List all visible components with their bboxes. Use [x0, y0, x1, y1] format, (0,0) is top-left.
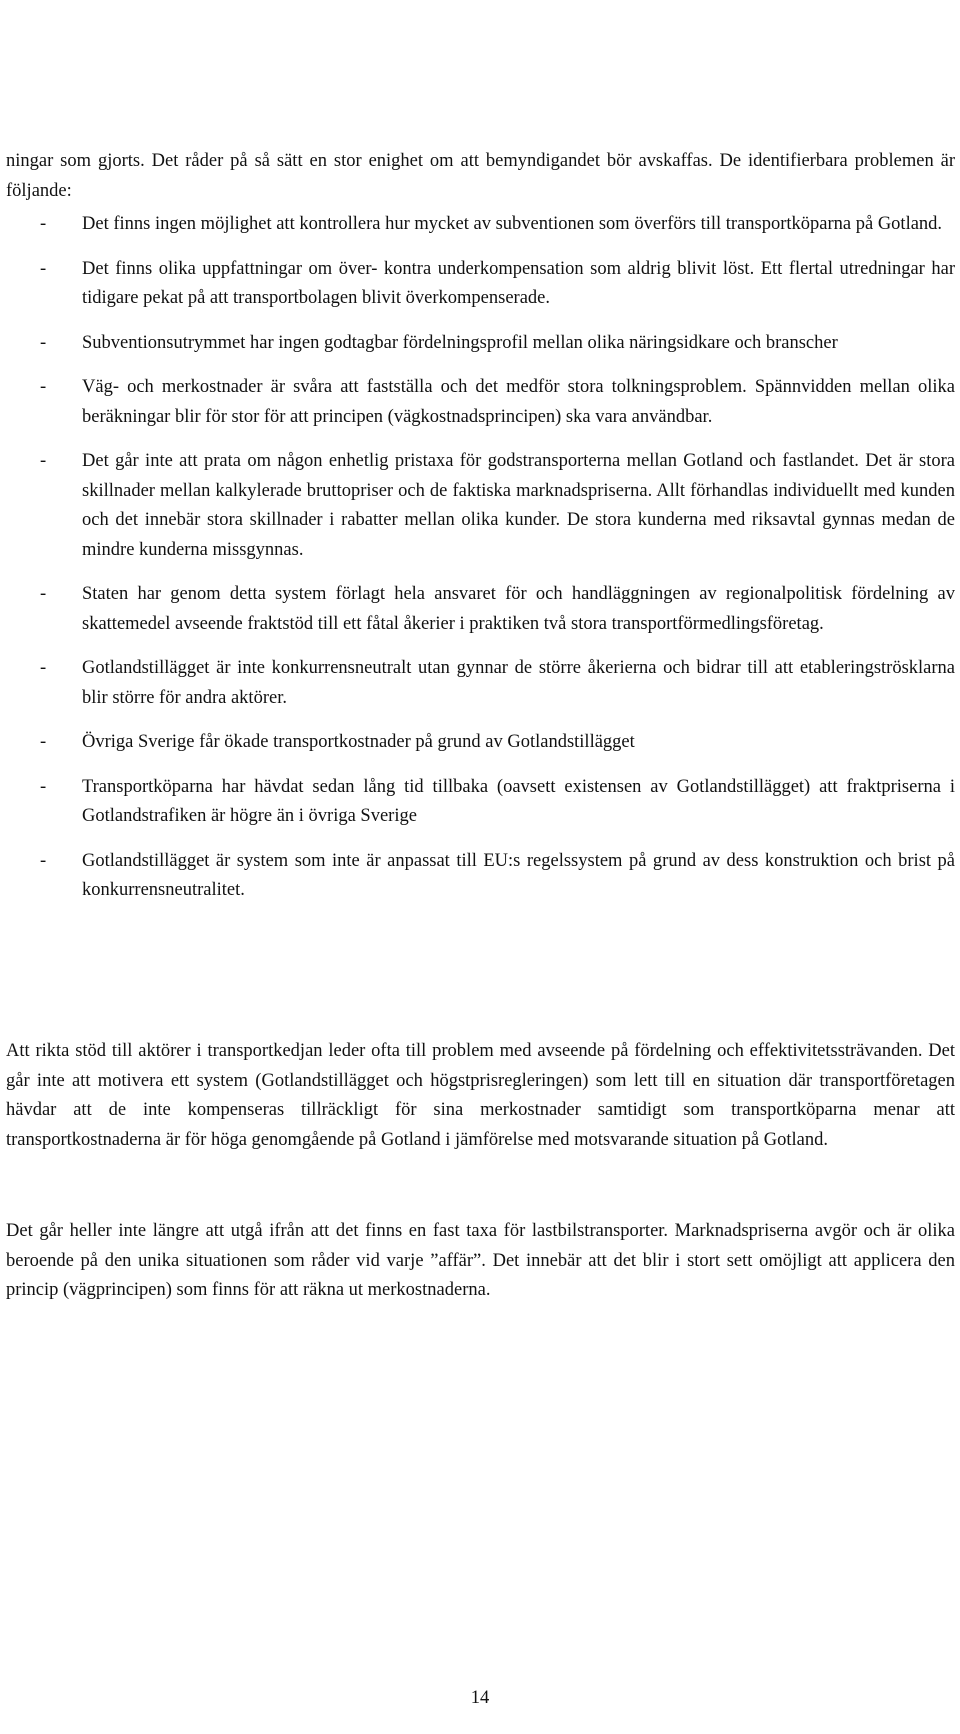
list-item [6, 847, 955, 906]
body-paragraph-1: Att rikta stöd till aktörer i transportkedjan leder ofta till problem med avseende på fördelning och effektivitetssträvanden. Det går inte att motivera ett system (Gotlandstillägget och högstprisregleringen) som lett till en situation där transportföretagen hävdar att de inte kompenseras tillräckligt för sina merkostnader samtidigt som transportköparna menar att transportkostnaderna är för höga genomgående på Gotland i jämförelse med motsvarande situation på Gotland. [6, 1041, 955, 1150]
list-item-text: Övriga Sverige får ökade transportkostnader på grund av Gotlandstillägget [82, 732, 635, 752]
list-item-text: Det går inte att prata om någon enhetlig pristaxa för godstransporterna mellan Gotland och fastlandet. Det är stora skillnader mellan kalkylerade bruttopriser och de faktiska marknadspriserna. Allt förhandlas individuellt med kunden och det innebär stora skillnader i rabatter mellan olika kunder. De stora kunderna med riksavtal gynnas medan de mindre kunderna missgynnas. [82, 451, 955, 560]
list-item [6, 210, 955, 240]
list-item [6, 580, 955, 639]
bullet-dash: - [40, 214, 47, 234]
bullet-dash: - [40, 451, 47, 471]
list-item-text: Det finns olika uppfattningar om över- kontra underkompensation som aldrig blivit löst. Ett flertal utredningar har tidigare pekat på att transportbolagen blivit överkompenserade. [82, 258, 955, 308]
list-item [6, 728, 955, 758]
page-number: 14 [470, 1688, 490, 1708]
list-item [6, 447, 955, 565]
list-item [6, 654, 955, 713]
bullet-dash: - [40, 377, 47, 397]
bullet-dash: - [40, 584, 47, 604]
list-item-text: Väg- och merkostnader är svåra att fastställa och det medför stora tolkningsproblem. Spännvidden mellan olika beräkningar blir för stor för att principen (vägkostnadsprincipen) ska vara användbar. [82, 377, 955, 427]
list-item-text: Gotlandstillägget är system som inte är anpassat till EU:s regelssystem på grund av dess konstruktion och brist på konkurrensneutralitet. [82, 850, 955, 900]
problem-list [6, 210, 955, 921]
bullet-dash: - [40, 332, 47, 353]
list-item-text: Transportköparna har hävdat sedan lång tid tillbaka (oavsett existensen av Gotlandstillägget) att fraktpriserna i Gotlandstrafiken är högre än i övriga Sverige [82, 776, 955, 826]
list-item-text: Staten har genom detta system förlagt hela ansvaret för och handläggningen av regionalpolitisk fördelning av skattemedel avseende fraktstöd till ett fåtal åkerier i praktiken två stora transportförmedlingsföretag. [82, 584, 955, 634]
body-paragraph-2: Det går heller inte längre att utgå ifrån att det finns en fast taxa för lastbilstransporter. Marknadspriserna avgör och är olika beroende på den unika situationen som råder vid varje ”affär”. Det innebär att det blir i stort sett omöjligt att applicera den princip (vägprincipen) som finns för att räkna ut merkostnaderna. [6, 1221, 955, 1300]
bullet-dash: - [40, 850, 47, 871]
list-item [6, 329, 955, 359]
list-item-text: Subventionsutrymmet har ingen godtagbar fördelningsprofil mellan olika näringsidkare och branscher [82, 332, 838, 353]
list-item-text: Gotlandstillägget är inte konkurrensneutralt utan gynnar de större åkerierna och bidrar till att etableringströsklarna blir större för andra aktörer. [82, 658, 955, 708]
bullet-dash: - [40, 258, 47, 279]
list-item-text: Det finns ingen möjlighet att kontrollera hur mycket av subventionen som överförs till transportköparna på Gotland. [82, 214, 943, 234]
list-item [6, 255, 955, 314]
bullet-dash: - [40, 658, 47, 678]
bullet-dash: - [40, 732, 47, 752]
bullet-dash: - [40, 776, 47, 797]
intro-paragraph: ningar som gjorts. Det råder på så sätt en stor enighet om att bemyndigandet bör avskaffas. De identifierbara problemen är följande: [6, 151, 955, 201]
list-item [6, 773, 955, 832]
list-item [6, 373, 955, 432]
